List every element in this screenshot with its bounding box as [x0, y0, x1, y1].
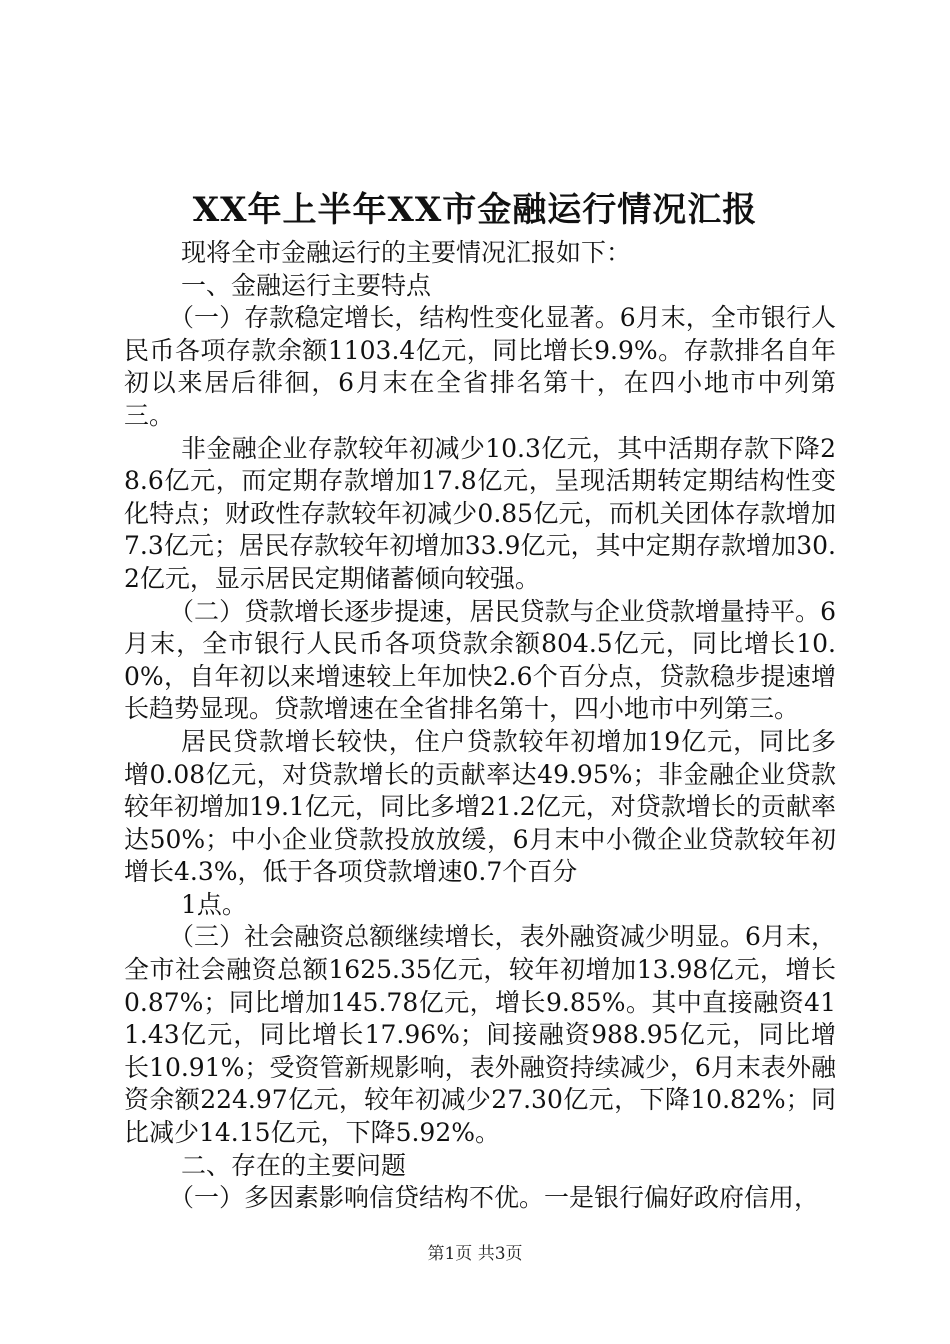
paragraph-household-loans: 居民贷款增长较快，住户贷款较年初增加19亿元，同比多增0.08亿元，对贷款增长的贡献率达49.95%；非金融企业贷款较年初增加19.1亿元，同比多增21.2亿元，对贷款增长的贡献率达50%；中小企业贷款投放放缓，6月末中小微企业贷款较年初增长4.3%，低于各项贷款增速0.7个百分 — [124, 726, 836, 887]
intro-paragraph: 现将全市金融运行的主要情况汇报如下： — [181, 238, 632, 267]
paragraph-deposit-structure: 非金融企业存款较年初减少10.3亿元，其中活期存款下降28.6亿元，而定期存款增加17.8亿元，呈现活期转定期结构性变化特点；财政性存款较年初减少0.85亿元，而机关团体存款增加7.3亿元；居民存款较年初增加33.9亿元，其中定期存款增加30.2亿元，显示居民定期储蓄倾向较强。 — [124, 433, 836, 593]
page-number-footer: 第1页 共3页 — [427, 1244, 523, 1264]
paragraph-fragment: 1点。 — [181, 889, 247, 919]
paragraph-loans: （二）贷款增长逐步提速，居民贷款与企业贷款增量持平。6月末，全市银行人民币各项贷款余额804.5亿元，同比增长10.0%，自年初以来增速较上年加快2.6个百分点，贷款稳步提速增长趋势显现。贷款增速在全省排名第十，四小地市中列第三。 — [124, 596, 836, 724]
section-heading-1: 一、金融运行主要特点 — [181, 270, 432, 300]
paragraph-credit-structure: （一）多因素影响信贷结构不优。一是银行偏好政府信用， — [169, 1183, 820, 1213]
document-body — [124, 237, 836, 1215]
paragraph-social-financing: （三）社会融资总额继续增长，表外融资减少明显。6月末，全市社会融资总额1625.35亿元，较年初增加13.98亿元，增长0.87%；同比增加145.78亿元，增长9.85%。其中直接融资411.43亿元，同比增长17.96%；间接融资988.95亿元，同比增长10.91%；受资管新规影响，表外融资持续减少，6月末表外融资余额224.97亿元，较年初减少27.30亿元，下降10.82%；同比减少14.15亿元，下降5.92%。 — [124, 922, 836, 1148]
document-title: XX年上半年XX市金融运行情况汇报 — [192, 190, 758, 230]
paragraph-deposits: （一）存款稳定增长，结构性变化显著。6月末，全市银行人民币各项存款余额1103.4亿元，同比增长9.9%。存款排名自年初以来居后徘徊，6月末在全省排名第十，在四小地市中列第三。 — [124, 303, 836, 430]
section-heading-2: 二、存在的主要问题 — [181, 1150, 407, 1180]
